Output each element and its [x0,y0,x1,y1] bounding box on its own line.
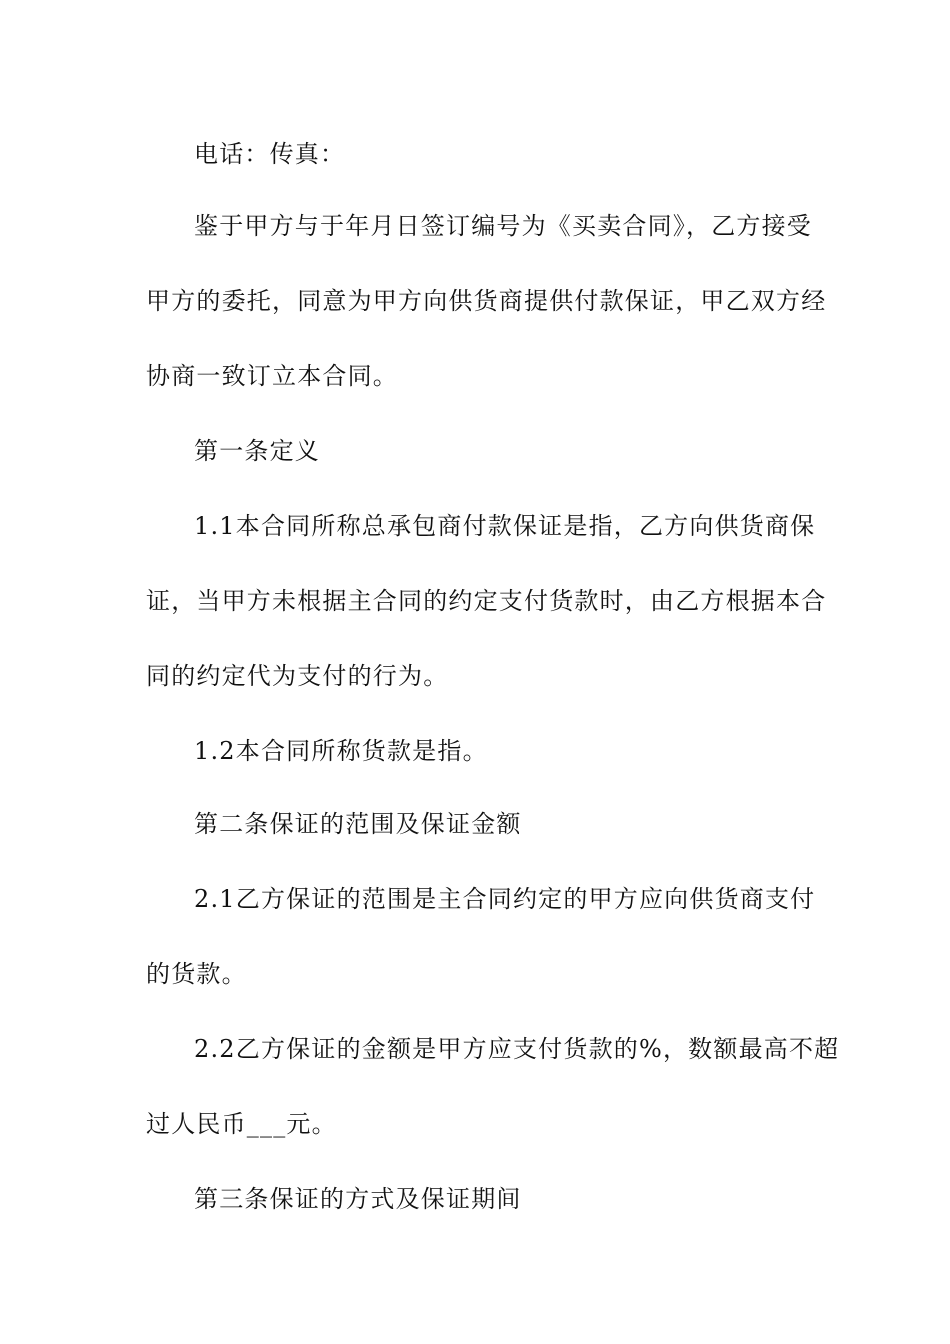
clause-2-2-line-1: 2.2乙方保证的金额是甲方应支付货款的%，数额最高不超 [194,1035,840,1063]
article-1-heading: 第一条定义 [194,437,320,465]
article-2-heading: 第二条保证的范围及保证金额 [194,810,522,838]
clause-2-1-line-1: 2.1乙方保证的范围是主合同约定的甲方应向供货商支付 [194,885,816,913]
article-3-heading: 第三条保证的方式及保证期间 [194,1185,522,1213]
clause-1-1-line-1: 1.1本合同所称总承包商付款保证是指，乙方向供货商保 [194,512,816,540]
preamble-line-3: 协商一致订立本合同。 [146,362,398,390]
preamble-line-2: 甲方的委托，同意为甲方向供货商提供付款保证，甲乙双方经 [146,287,827,315]
clause-1-1-line-2: 证，当甲方未根据主合同的约定支付货款时，由乙方根据本合 [146,587,827,615]
clause-2-1-line-2: 的货款。 [146,960,247,988]
clause-2-2-line-2: 过人民币___元。 [146,1110,337,1138]
clause-1-2: 1.2本合同所称货款是指。 [194,737,488,765]
clause-1-1-line-3: 同的约定代为支付的行为。 [146,662,449,690]
preamble-line-1: 鉴于甲方与于年月日签订编号为《买卖合同》，乙方接受 [194,212,812,240]
contact-line: 电话：传真： [194,140,346,168]
